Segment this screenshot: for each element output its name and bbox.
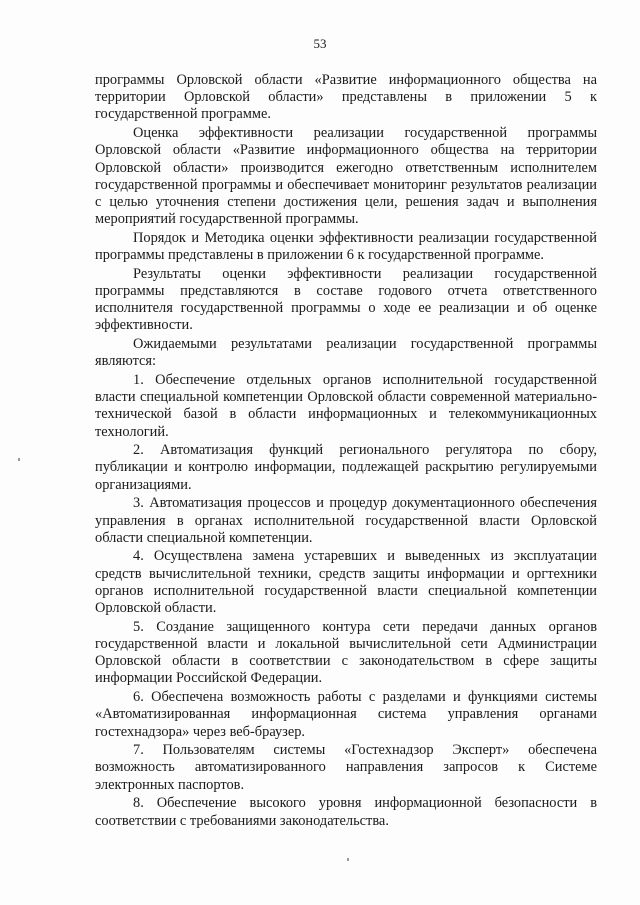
document-body bbox=[95, 72, 597, 831]
paragraph-methodology: Порядок и Методика оценки эффективности реализации государственной программы представлены в приложении 6 к государственной программе. bbox=[95, 229, 597, 264]
paragraph-expected-results-intro: Ожидаемыми результатами реализации государственной программы являются: bbox=[95, 336, 597, 370]
list-item-5: 5. Создание защищенного контура сети передачи данных органов государственной власти и локальной вычислительной сети Администрации Орловской области в соответствии с законодательством в сфере защиты информации Российской Федерации. bbox=[95, 618, 597, 687]
list-item-2: 2. Автоматизация функций регионального регулятора по сбору, публикации и контролю информации, подлежащей раскрытию регулируемыми организациями. bbox=[95, 442, 597, 493]
scan-speck bbox=[347, 858, 349, 861]
list-item-7: 7. Пользователям системы «Гостехнадзор Эксперт» обеспечена возможность автоматизированного направления запросов к Системе электронных паспортов. bbox=[95, 742, 597, 793]
page-number: 53 bbox=[313, 36, 327, 51]
list-item-1: 1. Обеспечение отдельных органов исполнительной государственной власти специальной компетенции Орловской области современной материально-технической базой в области информационных и телекоммуникационных технологий. bbox=[95, 371, 597, 440]
scan-speck bbox=[18, 458, 20, 461]
paragraph-efficiency-assessment: Оценка эффективности реализации государственной программы Орловской области «Развитие информационного общества на территории Орловской области» производится ежегодно ответственным исполнителем государственной программы и обеспечивает мониторинг результатов реализации с целью уточнения степени достижения цели, решения задач и выполнения мероприятий государственной программы. bbox=[95, 125, 597, 228]
paragraph-continuation: программы Орловской области «Развитие информационного общества на территории Орловской области» представлены в приложении 5 к государственной программе. bbox=[95, 72, 597, 123]
list-item-4: 4. Осуществлена замена устаревших и выведенных из эксплуатации средств вычислительной техники, средств защиты информации и оргтехники органов исполнительной государственной власти специальной компетенции Орловской области. bbox=[95, 548, 597, 617]
list-item-6: 6. Обеспечена возможность работы с разделами и функциями системы «Автоматизированная информационная система управления органами гостехнадзора» через веб-браузер. bbox=[95, 689, 597, 740]
list-item-8: 8. Обеспечение высокого уровня информационной безопасности в соответствии с требованиями законодательства. bbox=[95, 795, 597, 829]
paragraph-assessment-results: Результаты оценки эффективности реализации государственной программы представляются в составе годового отчета ответственного исполнителя государственной программы о ходе ее реализации и об оценке эффективности. bbox=[95, 265, 597, 334]
list-item-3: 3. Автоматизация процессов и процедур документационного обеспечения управления в органах исполнительной государственной власти Орловской области специальной компетенции. bbox=[95, 495, 597, 546]
